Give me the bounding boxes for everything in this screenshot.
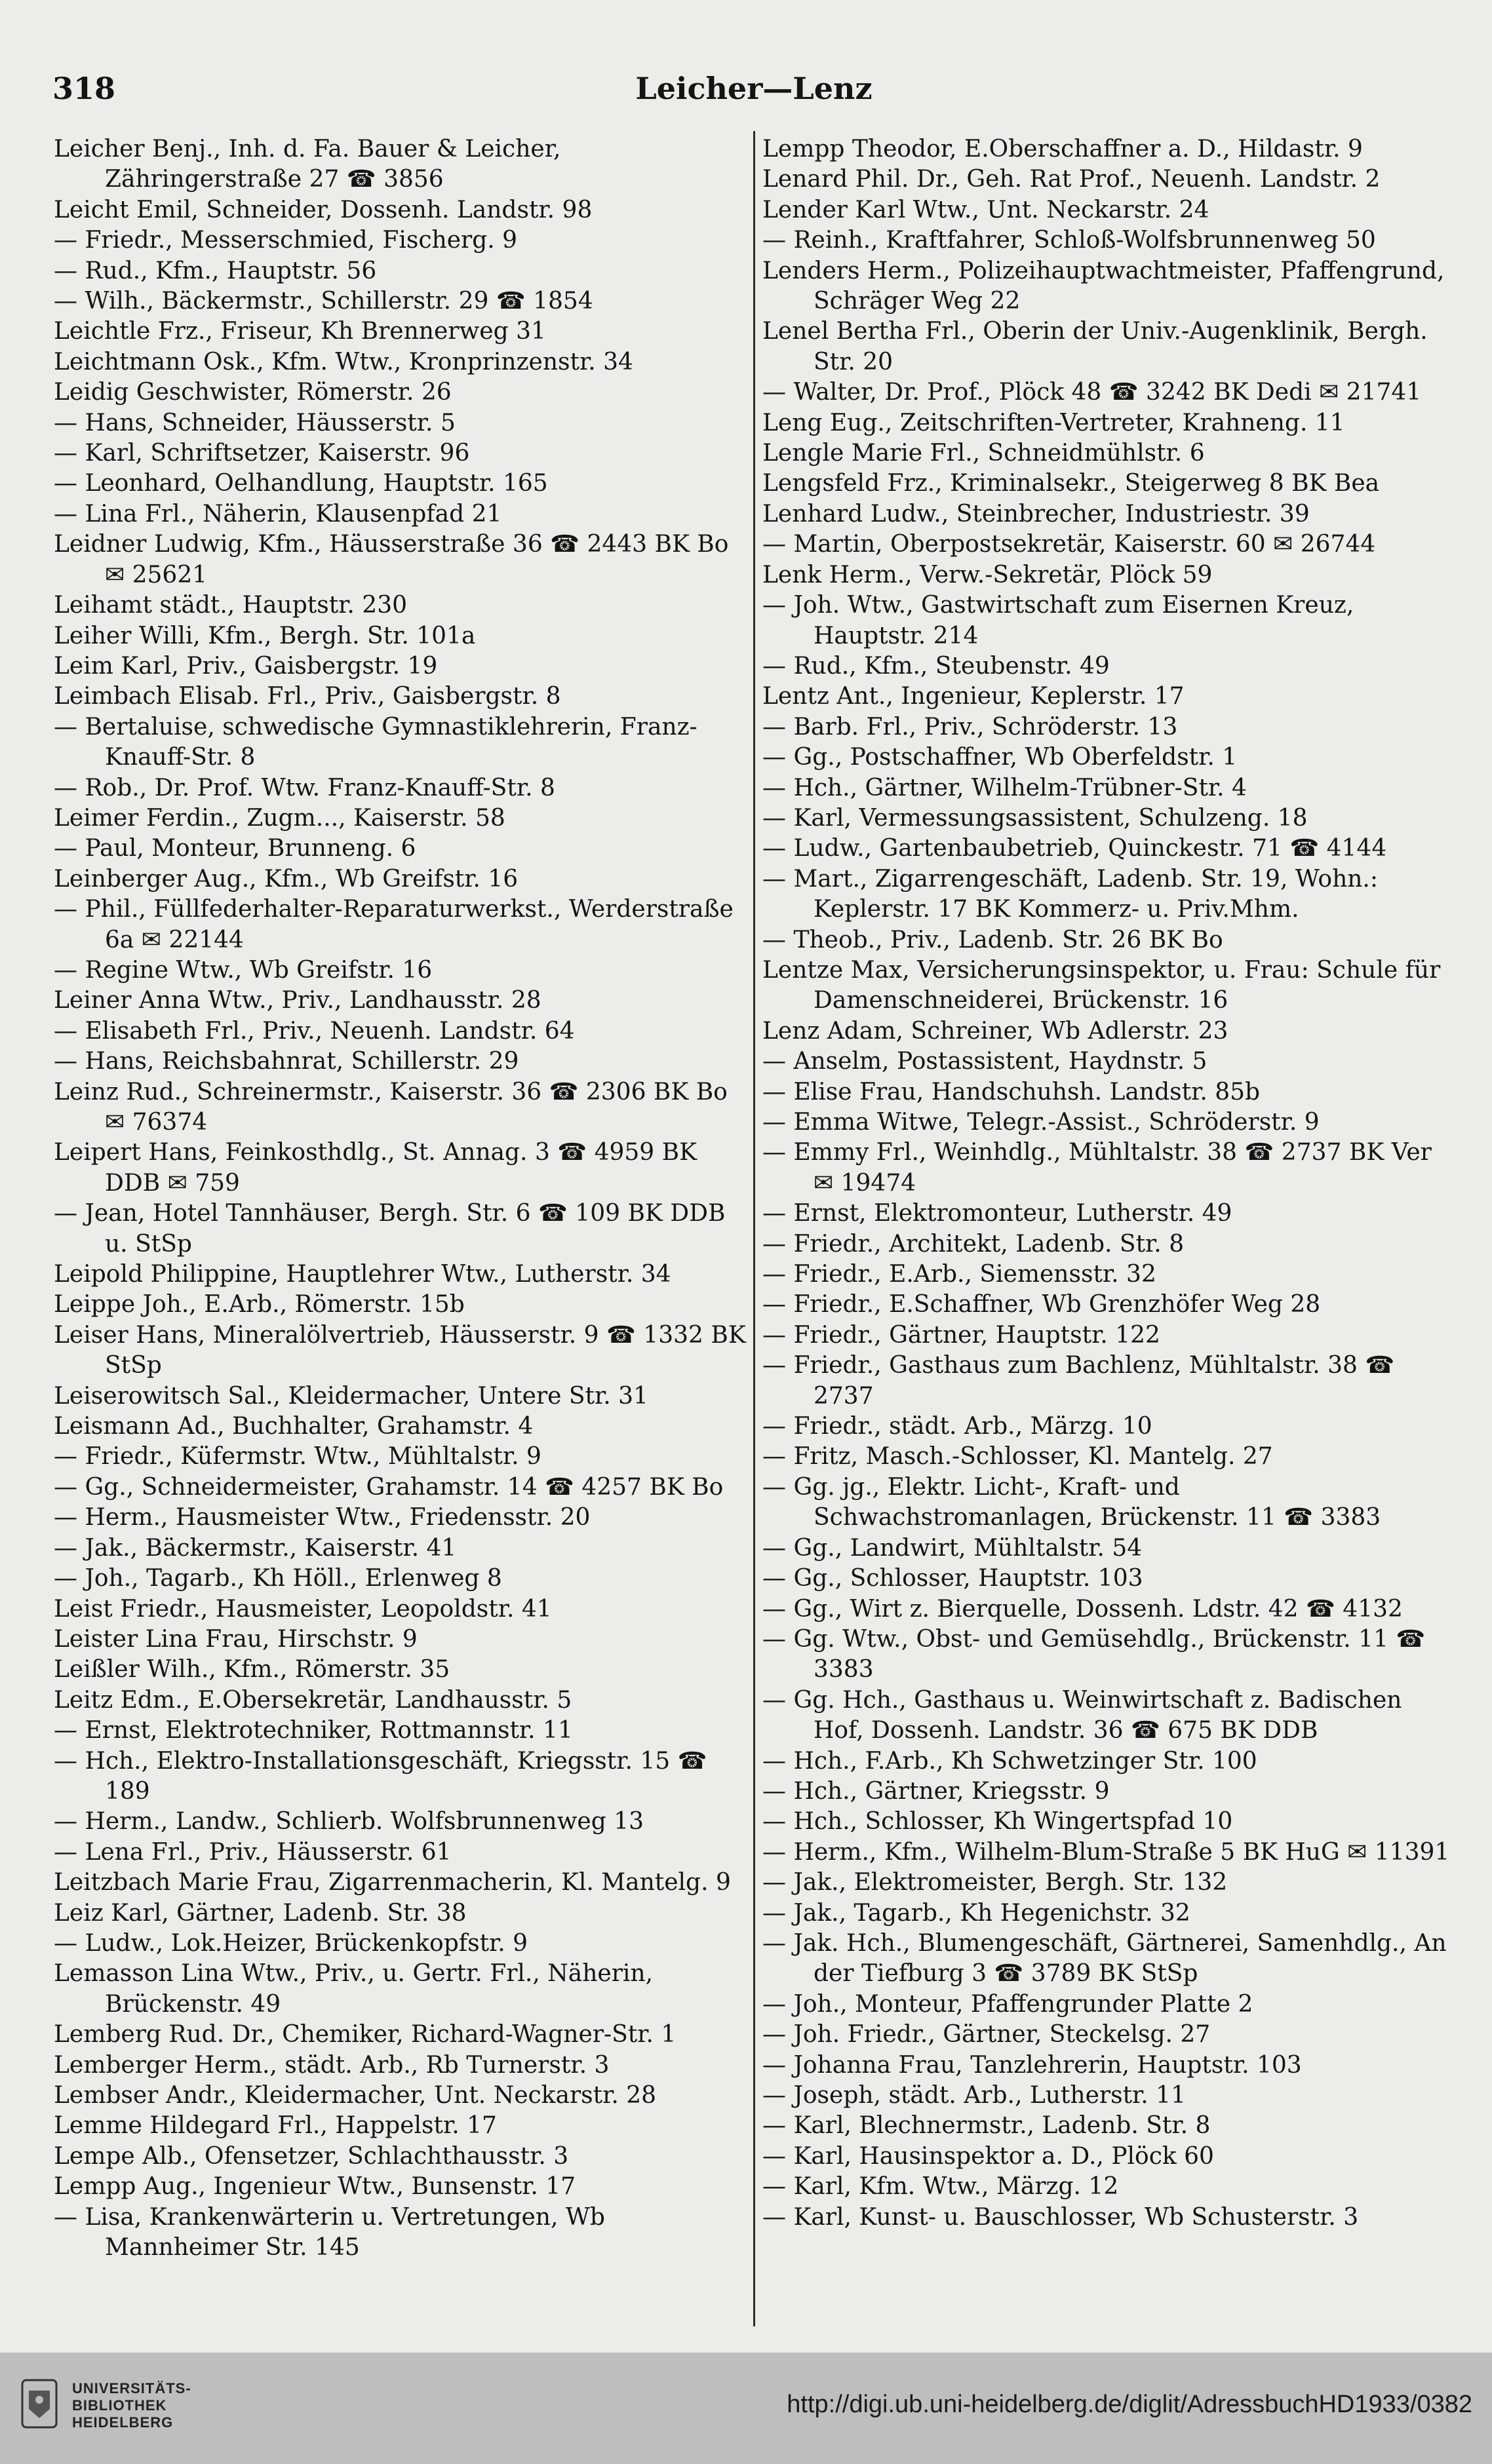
page-number: 318	[52, 71, 116, 106]
directory-entry: — Ludw., Lok.Heizer, Brückenkopfstr. 9	[54, 1929, 528, 1957]
column-divider	[753, 131, 755, 2326]
directory-entry: Leinz Rud., Schreinermstr., Kaiserstr. 36 ☎ 2306 BK Bo ✉ 76374	[54, 1078, 728, 1136]
directory-entry: Leiher Willi, Kfm., Bergh. Str. 101a	[54, 622, 476, 649]
directory-entry: — Gg., Schneidermeister, Grahamstr. 14 ☎ 4257 BK Bo	[54, 1473, 724, 1501]
directory-entry: Lenk Herm., Verw.-Sekretär, Plöck 59	[762, 561, 1213, 588]
directory-entry: — Herm., Kfm., Wilhelm-Blum-Straße 5 BK HuG ✉ 11391	[762, 1838, 1450, 1866]
directory-entry: Leidner Ludwig, Kfm., Häusserstraße 36 ☎ 2443 BK Bo ✉ 25621	[54, 531, 729, 588]
directory-entry: — Emma Witwe, Telegr.-Assist., Schröderstr. 9	[762, 1109, 1320, 1136]
directory-entry: — Herm., Landw., Schlierb. Wolfsbrunnenweg 13	[54, 1808, 644, 1836]
directory-entry: — Reinh., Kraftfahrer, Schloß-Wolfsbrunnenweg 50	[762, 227, 1376, 254]
directory-entry: Leinberger Aug., Kfm., Wb Greifstr. 16	[54, 865, 519, 893]
directory-entry: — Jak., Tagarb., Kh Hegenichstr. 32	[762, 1899, 1190, 1927]
source-url-link[interactable]: http://digi.ub.uni-heidelberg.de/diglit/AdressbuchHD1933/0382	[787, 2391, 1472, 2418]
directory-entry: — Jak., Elektromeister, Bergh. Str. 132	[762, 1869, 1228, 1896]
directory-entry: Leismann Ad., Buchhalter, Grahamstr. 4	[54, 1413, 534, 1440]
directory-entry: Leister Lina Frau, Hirschstr. 9	[54, 1625, 418, 1653]
directory-entry: Lempp Theodor, E.Oberschaffner a. D., Hildastr. 9	[762, 136, 1363, 163]
directory-entry: — Gg., Schlosser, Hauptstr. 103	[762, 1565, 1143, 1592]
directory-entry: Leist Friedr., Hausmeister, Leopoldstr. 41	[54, 1595, 552, 1623]
directory-entry: Lenders Herm., Polizeihauptwachtmeister, Pfaffengrund, Schräger Weg 22	[762, 257, 1445, 315]
directory-entry: — Joh. Wtw., Gastwirtschaft zum Eisernen Kreuz, Hauptstr. 214	[762, 592, 1354, 649]
directory-entry: — Lisa, Krankenwärterin u. Vertretungen, Wb Mannheimer Str. 145	[54, 2203, 605, 2262]
page-header	[46, 66, 1462, 118]
directory-entry: — Hch., Gärtner, Kriegsstr. 9	[762, 1777, 1110, 1805]
directory-entry: Leitz Edm., E.Obersekretär, Landhausstr. 5	[54, 1686, 572, 1714]
directory-entry: — Jak. Hch., Blumengeschäft, Gärtnerei, Samenhdlg., An der Tiefburg 3 ☎ 3789 BK StSp	[762, 1929, 1447, 1988]
directory-entry: Leichtle Frz., Friseur, Kh Brennerweg 31	[54, 318, 546, 345]
running-title: Leicher—Lenz	[635, 71, 873, 106]
directory-entry: — Gg., Wirt z. Bierquelle, Dossenh. Ldstr. 42 ☎ 4132	[762, 1595, 1403, 1623]
left-column	[54, 134, 749, 2330]
directory-entry: — Joh. Friedr., Gärtner, Steckelsg. 27	[762, 2021, 1211, 2049]
directory-entry: — Emmy Frl., Weinhdlg., Mühltalstr. 38 ☎ 2737 BK Ver ✉ 19474	[762, 1139, 1432, 1197]
directory-entry: — Hch., Gärtner, Wilhelm-Trübner-Str. 4	[762, 774, 1247, 801]
directory-entry: — Friedr., E.Arb., Siemensstr. 32	[762, 1261, 1156, 1288]
directory-entry: — Karl, Vermessungsassistent, Schulzeng. 18	[762, 804, 1308, 832]
directory-entry: Leicher Benj., Inh. d. Fa. Bauer & Leicher, Zähringerstraße 27 ☎ 3856	[54, 136, 561, 193]
right-column	[762, 134, 1457, 2330]
directory-entry: — Hans, Schneider, Häusserstr. 5	[54, 409, 456, 436]
directory-entry: — Mart., Zigarrengeschäft, Ladenb. Str. 19, Wohn.: Keplerstr. 17 BK Kommerz- u. Priv.Mhm.	[762, 865, 1379, 923]
directory-entry: — Johanna Frau, Tanzlehrerin, Hauptstr. 103	[762, 2051, 1302, 2079]
directory-entry: — Bertaluise, schwedische Gymnastiklehrerin, Franz-Knauff-Str. 8	[54, 713, 697, 771]
directory-entry: — Anselm, Postassistent, Haydnstr. 5	[762, 1048, 1207, 1075]
directory-entry: Lemasson Lina Wtw., Priv., u. Gertr. Frl., Näherin, Brückenstr. 49	[54, 1960, 654, 2018]
directory-entry: Lengle Marie Frl., Schneidmühlstr. 6	[762, 440, 1205, 467]
directory-entry: — Lina Frl., Näherin, Klausenpfad 21	[54, 500, 502, 528]
directory-entry: Lemberg Rud. Dr., Chemiker, Richard-Wagner-Str. 1	[54, 2021, 677, 2049]
directory-entry: Lentze Max, Versicherungsinspektor, u. Frau: Schule für Damenschneiderei, Brückenstr. 16	[762, 956, 1441, 1014]
directory-entry: Lemme Hildegard Frl., Happelstr. 17	[54, 2112, 497, 2140]
library-name-line: HEIDELBERG	[72, 2414, 174, 2431]
directory-entry: — Karl, Schriftsetzer, Kaiserstr. 96	[54, 440, 470, 467]
directory-entry: — Friedr., Architekt, Ladenb. Str. 8	[762, 1230, 1185, 1258]
directory-entry: Leim Karl, Priv., Gaisbergstr. 19	[54, 652, 438, 680]
library-name-line: BIBLIOTHEK	[72, 2397, 167, 2414]
directory-entry: — Karl, Hausinspektor a. D., Plöck 60	[762, 2142, 1214, 2170]
directory-entry: — Friedr., städt. Arb., Märzg. 10	[762, 1413, 1152, 1440]
directory-entry: Lenel Bertha Frl., Oberin der Univ.-Augenklinik, Bergh. Str. 20	[762, 318, 1428, 375]
directory-entry: — Rud., Kfm., Steubenstr. 49	[762, 652, 1110, 680]
directory-entry: Leiz Karl, Gärtner, Ladenb. Str. 38	[54, 1899, 467, 1927]
directory-entry: — Leonhard, Oelhandlung, Hauptstr. 165	[54, 470, 548, 497]
directory-entry: Leng Eug., Zeitschriften-Vertreter, Krahneng. 11	[762, 409, 1345, 436]
directory-entry: — Rud., Kfm., Hauptstr. 56	[54, 257, 377, 284]
directory-entry: Lembser Andr., Kleidermacher, Unt. Neckarstr. 28	[54, 2082, 657, 2109]
directory-entry: — Phil., Füllfederhalter-Reparaturwerkst., Werderstraße 6a ✉ 22144	[54, 896, 734, 953]
directory-entry: — Hans, Reichsbahnrat, Schillerstr. 29	[54, 1048, 519, 1075]
directory-entry: Lenard Phil. Dr., Geh. Rat Prof., Neuenh. Landstr. 2	[762, 166, 1381, 193]
directory-entry: Lentz Ant., Ingenieur, Keplerstr. 17	[762, 683, 1185, 710]
directory-entry: — Gg., Landwirt, Mühltalstr. 54	[762, 1534, 1143, 1562]
directory-entry: — Fritz, Masch.-Schlosser, Kl. Mantelg. 27	[762, 1443, 1273, 1471]
directory-entry: — Gg., Postschaffner, Wb Oberfeldstr. 1	[762, 744, 1238, 771]
directory-entry: — Ludw., Gartenbaubetrieb, Quinckestr. 71 ☎ 4144	[762, 835, 1387, 862]
directory-entry: — Regine Wtw., Wb Greifstr. 16	[54, 956, 433, 984]
directory-entry: — Ernst, Elektrotechniker, Rottmannstr. 11	[54, 1717, 573, 1744]
directory-entry: — Karl, Kunst- u. Bauschlosser, Wb Schusterstr. 3	[762, 2203, 1359, 2231]
directory-entry: Leichtmann Osk., Kfm. Wtw., Kronprinzenstr. 34	[54, 348, 633, 375]
directory-entry: — Karl, Kfm. Wtw., Märzg. 12	[762, 2173, 1119, 2201]
library-name-line: UNIVERSITÄTS-	[72, 2380, 191, 2397]
directory-entry: Lender Karl Wtw., Unt. Neckarstr. 24	[762, 196, 1209, 223]
directory-entry: — Walter, Dr. Prof., Plöck 48 ☎ 3242 BK Dedi ✉ 21741	[762, 379, 1422, 406]
directory-entry: — Hch., Schlosser, Kh Wingertspfad 10	[762, 1808, 1233, 1836]
directory-entry: Lenz Adam, Schreiner, Wb Adlerstr. 23	[762, 1017, 1228, 1045]
directory-entry: — Friedr., Messerschmied, Fischerg. 9	[54, 227, 518, 254]
directory-entry: — Lena Frl., Priv., Häusserstr. 61	[54, 1838, 452, 1866]
directory-entry: — Friedr., Gasthaus zum Bachlenz, Mühltalstr. 38 ☎ 2737	[762, 1352, 1395, 1410]
directory-entry: Leipold Philippine, Hauptlehrer Wtw., Lutherstr. 34	[54, 1261, 671, 1288]
directory-entry: Leiner Anna Wtw., Priv., Landhausstr. 28	[54, 987, 541, 1014]
directory-entry: Leißler Wilh., Kfm., Römerstr. 35	[54, 1656, 450, 1684]
directory-entry: Leicht Emil, Schneider, Dossenh. Landstr. 98	[54, 196, 593, 223]
library-name	[72, 2380, 191, 2431]
directory-entry: — Paul, Monteur, Brunneng. 6	[54, 835, 416, 862]
directory-entry: Leihamt städt., Hauptstr. 230	[54, 592, 408, 619]
directory-entry: — Herm., Hausmeister Wtw., Friedensstr. 20	[54, 1504, 591, 1531]
directory-entry: Leimer Ferdin., Zugm..., Kaiserstr. 58	[54, 804, 505, 832]
directory-entry: Lempe Alb., Ofensetzer, Schlachthausstr. 3	[54, 2142, 569, 2170]
directory-entry: — Ernst, Elektromonteur, Lutherstr. 49	[762, 1200, 1232, 1227]
directory-entry: — Elisabeth Frl., Priv., Neuenh. Landstr. 64	[54, 1017, 575, 1045]
directory-entry: Lengsfeld Frz., Kriminalsekr., Steigerweg 8 BK Bea	[762, 470, 1380, 497]
directory-entry: Leitzbach Marie Frau, Zigarrenmacherin, Kl. Mantelg. 9	[54, 1869, 731, 1896]
directory-entry: — Barb. Frl., Priv., Schröderstr. 13	[762, 713, 1178, 741]
directory-entry: — Karl, Blechnermstr., Ladenb. Str. 8	[762, 2112, 1211, 2140]
directory-entry: — Joh., Monteur, Pfaffengrunder Platte 2	[762, 1990, 1253, 2018]
directory-entry: — Joh., Tagarb., Kh Höll., Erlenweg 8	[54, 1565, 502, 1592]
university-seal-icon	[20, 2377, 59, 2430]
directory-entry: — Friedr., Küfermstr. Wtw., Mühltalstr. 9	[54, 1443, 541, 1471]
directory-entry: — Friedr., Gärtner, Hauptstr. 122	[762, 1321, 1160, 1349]
directory-entry: — Rob., Dr. Prof. Wtw. Franz-Knauff-Str. 8	[54, 774, 555, 801]
directory-entry: — Hch., F.Arb., Kh Schwetzinger Str. 100	[762, 1747, 1257, 1775]
directory-entry: Leiser Hans, Mineralölvertrieb, Häusserstr. 9 ☎ 1332 BK StSp	[54, 1321, 746, 1379]
directory-entry: — Gg. Hch., Gasthaus u. Weinwirtschaft z. Badischen Hof, Dossenh. Landstr. 36 ☎ 675 BK DDB	[762, 1686, 1402, 1744]
directory-entry: Leiserowitsch Sal., Kleidermacher, Untere Str. 31	[54, 1382, 648, 1410]
directory-entry: — Gg. Wtw., Obst- und Gemüsehdlg., Brückenstr. 11 ☎ 3383	[762, 1625, 1426, 1684]
directory-entry: Leidig Geschwister, Römerstr. 26	[54, 379, 452, 406]
directory-entry: — Gg. jg., Elektr. Licht-, Kraft- und Schwachstromanlagen, Brückenstr. 11 ☎ 3383	[762, 1473, 1381, 1531]
directory-entry: — Joseph, städt. Arb., Lutherstr. 11	[762, 2082, 1186, 2109]
directory-entry: — Hch., Elektro-Installationsgeschäft, Kriegsstr. 15 ☎ 189	[54, 1747, 707, 1805]
directory-entry: Leippe Joh., E.Arb., Römerstr. 15b	[54, 1291, 465, 1319]
directory-entry: Lemberger Herm., städt. Arb., Rb Turnerstr. 3	[54, 2051, 610, 2079]
directory-entry: — Friedr., E.Schaffner, Wb Grenzhöfer Weg 28	[762, 1291, 1321, 1319]
directory-entry: — Theob., Priv., Ladenb. Str. 26 BK Bo	[762, 926, 1223, 953]
directory-entry: — Martin, Oberpostsekretär, Kaiserstr. 60 ✉ 26744	[762, 531, 1376, 558]
directory-entry: — Jean, Hotel Tannhäuser, Bergh. Str. 6 ☎ 109 BK DDB u. StSp	[54, 1200, 726, 1258]
directory-entry: — Elise Frau, Handschuhsh. Landstr. 85b	[762, 1078, 1261, 1106]
directory-entry: Leipert Hans, Feinkosthdlg., St. Annag. 3 ☎ 4959 BK DDB ✉ 759	[54, 1139, 697, 1197]
directory-entry: — Jak., Bäckermstr., Kaiserstr. 41	[54, 1534, 457, 1562]
directory-entry: Lempp Aug., Ingenieur Wtw., Bunsenstr. 17	[54, 2173, 576, 2201]
directory-entry: — Wilh., Bäckermstr., Schillerstr. 29 ☎ 1854	[54, 288, 593, 315]
directory-entry: Lenhard Ludw., Steinbrecher, Industriestr. 39	[762, 500, 1310, 528]
viewer-footer	[0, 2353, 1492, 2464]
directory-entry: Leimbach Elisab. Frl., Priv., Gaisbergstr. 8	[54, 683, 561, 710]
